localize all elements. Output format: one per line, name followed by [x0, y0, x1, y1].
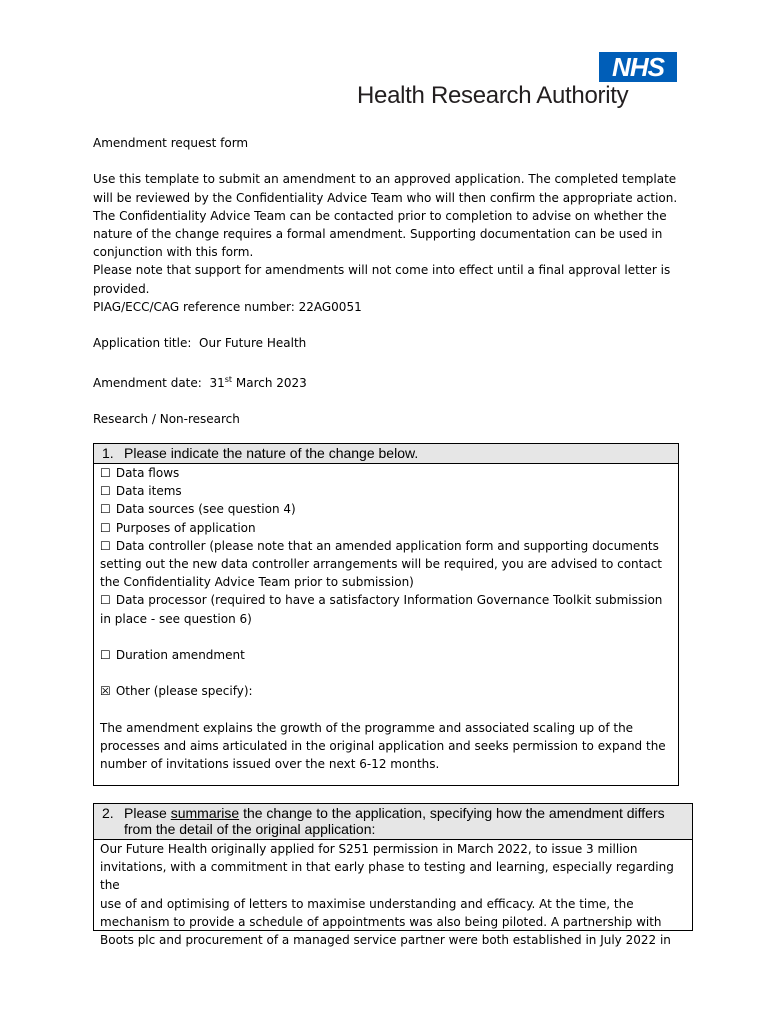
option-text-line: the Confidentiality Advice Team prior to submission) [100, 575, 414, 590]
option-label: Data items [115, 484, 182, 499]
intro-line: Please note that support for amendments will not come into effect until a final approval letter is [93, 263, 671, 278]
answer-line: use of and optimising of letters to maximise understanding and efficacy. At the time, the [100, 896, 634, 911]
option-other[interactable] [100, 682, 672, 700]
option-label: Data processor (required to have a satisfactory Information Governance Toolkit submission [115, 593, 663, 608]
option-purposes[interactable] [100, 519, 672, 537]
question-number: 1. [102, 445, 114, 461]
amendment-date [93, 371, 683, 392]
research-type: Research / Non-research [93, 411, 240, 426]
intro-line: Use this template to submit an amendment to an approved application. The completed template [93, 172, 677, 187]
reference-value: 22AG0051 [298, 299, 362, 314]
option-label: Data controller (please note that an amended application form and supporting documents [115, 538, 659, 553]
checkbox-checked-icon[interactable]: ☒ [100, 684, 111, 699]
intro-line: The Confidentiality Advice Team can be contacted prior to completion to advise on whether the [93, 208, 667, 223]
application-title-value: Our Future Health [199, 336, 307, 351]
nhs-logo: NHS [599, 52, 677, 82]
application-title-label: Application title: [93, 336, 192, 351]
intro-line: will be reviewed by the Confidentiality Advice Team who will then confirm the appropriate action. [93, 190, 678, 205]
option-label: Purposes of application [115, 520, 256, 535]
checkbox-unchecked-icon[interactable]: ☐ [100, 502, 111, 517]
intro-line: provided. [93, 281, 150, 296]
option-label: Data sources (see question 4) [115, 502, 296, 517]
answer-line: processes and aims articulated in the original application and seeks permission to expand the [100, 739, 666, 753]
amendment-date-label: Amendment date: [93, 375, 202, 390]
question-2-box [93, 803, 693, 948]
intro-line: conjunction with this form. [93, 245, 254, 260]
answer-line: invitations, with a commitment in that early phase to testing and learning, especially regarding the [100, 860, 674, 893]
reference-label: PIAG/ECC/CAG reference number: [93, 299, 295, 314]
question-2-line2: from the detail of the original application: [124, 821, 376, 837]
amendment-date-day: 31 [209, 375, 225, 390]
option-label: Data flows [115, 466, 180, 480]
option-data-sources[interactable] [100, 500, 672, 518]
option-duration[interactable] [100, 646, 672, 664]
option-text-line: in place - see question 6) [100, 611, 252, 626]
amendment-date-rest: March 2023 [235, 375, 307, 390]
document-body [93, 134, 683, 428]
reference-number [93, 298, 683, 316]
checkbox-unchecked-icon[interactable]: ☐ [100, 466, 111, 480]
checkbox-unchecked-icon[interactable]: ☐ [100, 648, 111, 663]
question-number: 2. [102, 805, 114, 821]
answer-line: Boots plc and procurement of a managed service partner were both established in July 2022 in [100, 933, 671, 948]
option-data-processor[interactable] [100, 591, 672, 609]
answer-line: number of invitations issued over the next 6-12 months. [100, 757, 440, 772]
question-2-pre: Please [124, 805, 167, 821]
application-title [93, 334, 683, 352]
question-2-post: the change to the application, specifying how the amendment differs [243, 805, 665, 821]
question-1-heading [94, 444, 678, 464]
form-title: Amendment request form [93, 136, 249, 150]
question-2-answer [94, 840, 692, 949]
option-text-line: setting out the new data controller arrangements will be required, you are advised to contact [100, 557, 663, 572]
org-name: Health Research Authority [357, 82, 629, 109]
question-1-options [94, 464, 678, 773]
question-1-box [93, 443, 679, 786]
checkbox-unchecked-icon[interactable]: ☐ [100, 520, 111, 535]
answer-line: Our Future Health originally applied for S251 permission in March 2022, to issue 3 million [100, 842, 638, 856]
option-data-items[interactable] [100, 482, 672, 500]
amendment-date-suffix: st [224, 374, 233, 384]
question-2-heading [94, 804, 692, 840]
option-data-controller[interactable] [100, 537, 672, 555]
checkbox-unchecked-icon[interactable]: ☐ [100, 593, 111, 608]
checkbox-unchecked-icon[interactable]: ☐ [100, 484, 111, 499]
hra-logo [357, 50, 677, 112]
option-label: Duration amendment [115, 648, 245, 663]
answer-line: mechanism to provide a schedule of appointments was also being piloted. A partnership with [100, 914, 662, 929]
intro-line: nature of the change requires a formal amendment. Supporting documentation can be used in [93, 227, 663, 241]
option-data-flows[interactable] [100, 464, 672, 482]
answer-line: The amendment explains the growth of the programme and associated scaling up of the [100, 720, 634, 735]
checkbox-unchecked-icon[interactable]: ☐ [100, 538, 111, 553]
question-2-underlined: summarise [170, 805, 240, 821]
question-1-text: Please indicate the nature of the change below. [124, 445, 419, 461]
option-label: Other (please specify): [115, 684, 253, 699]
